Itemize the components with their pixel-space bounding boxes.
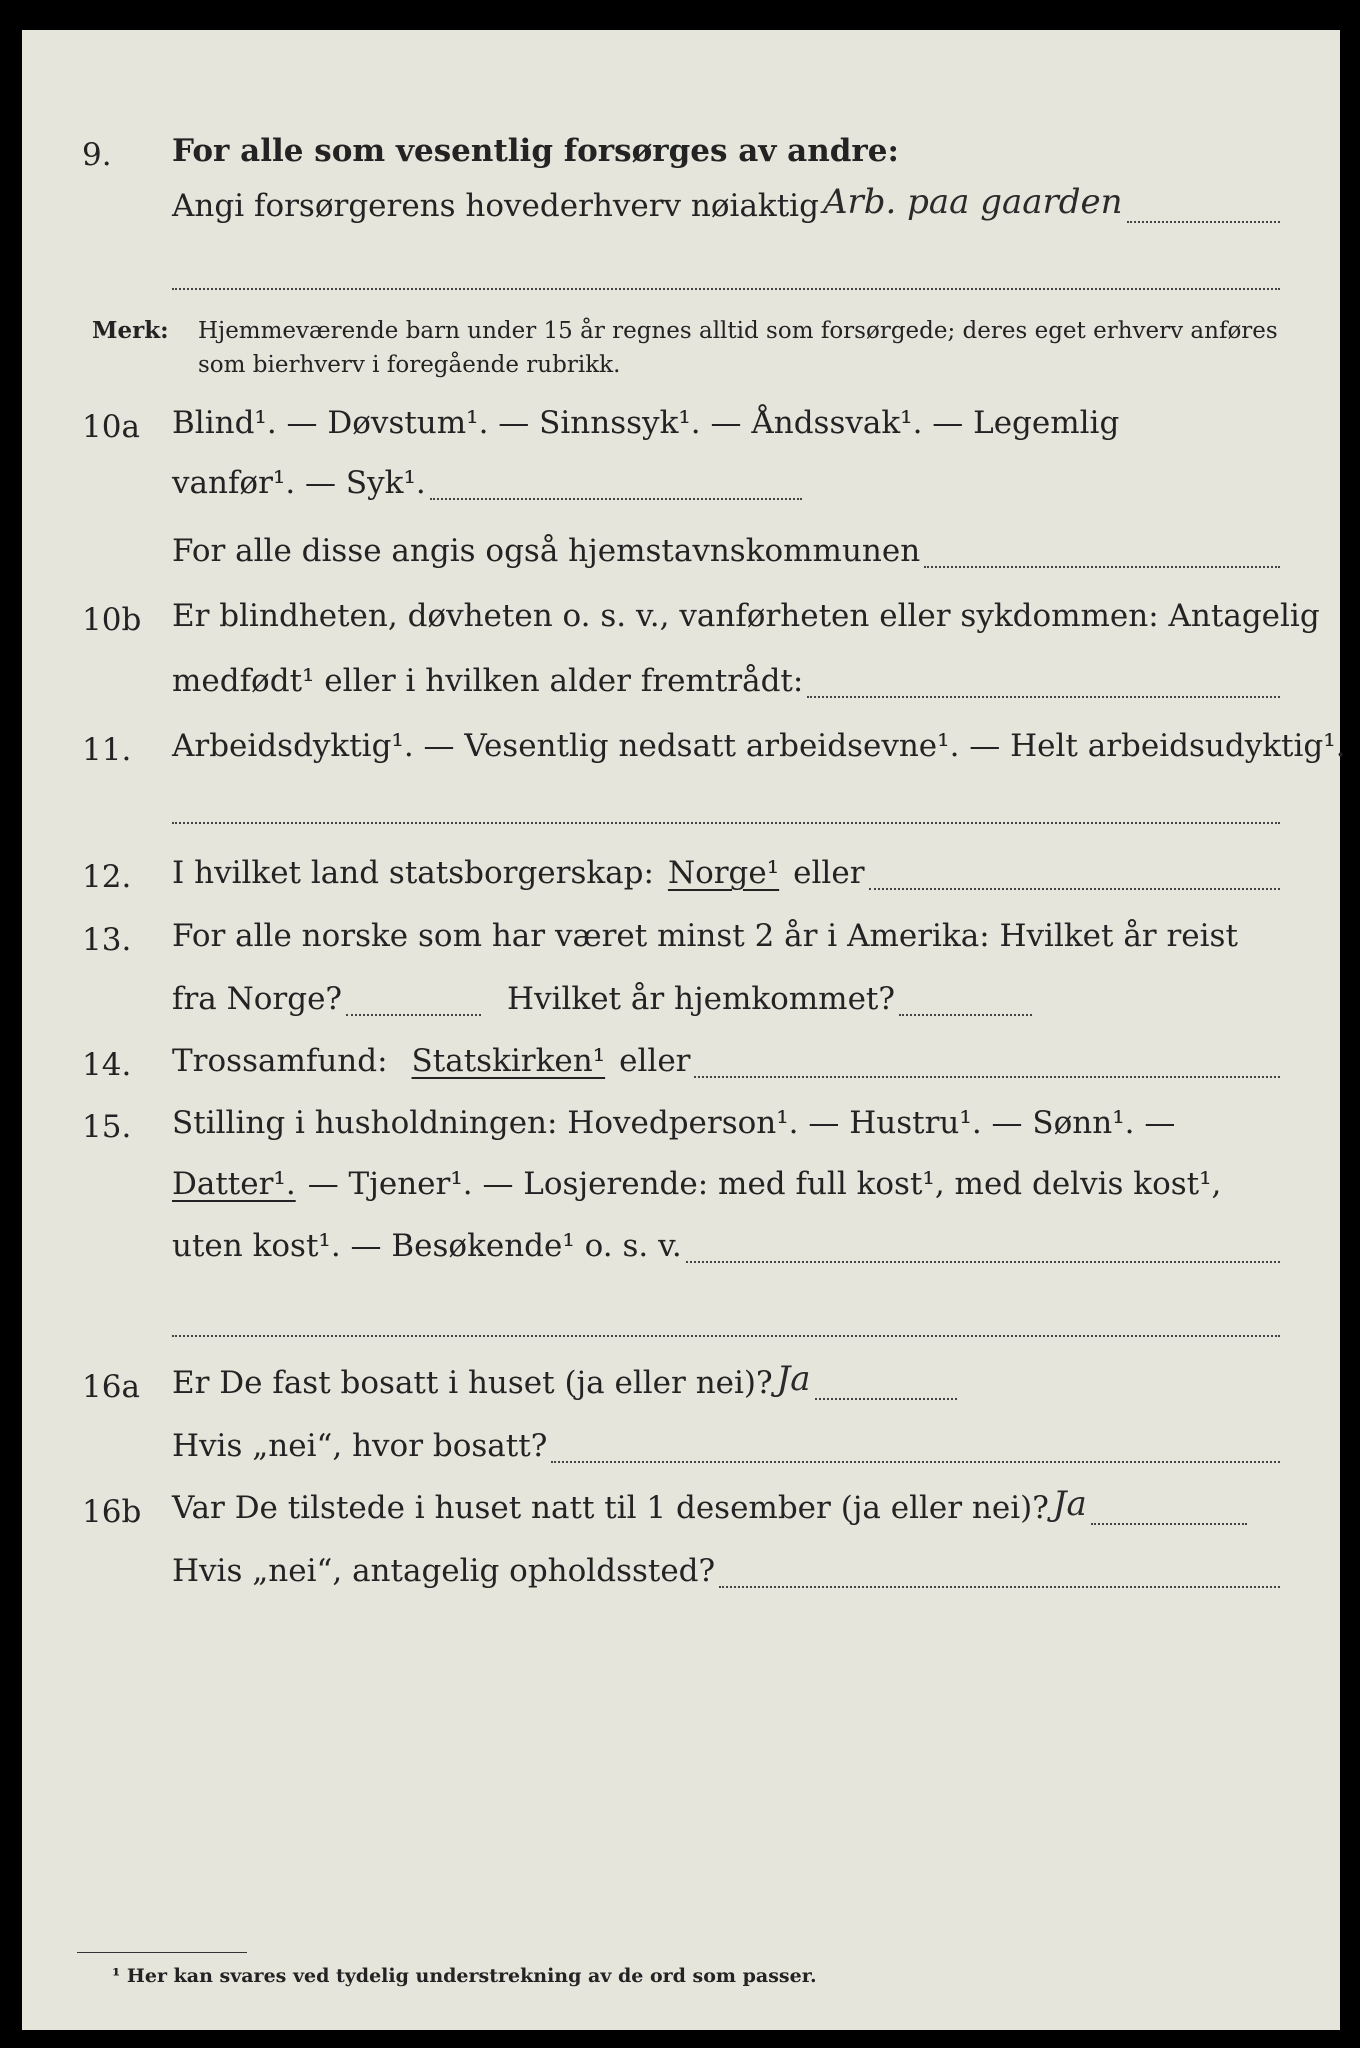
- q16a-row-1: [22, 1359, 1340, 1412]
- q13-left-year-line: [346, 1014, 481, 1016]
- q10a-line-3: [172, 530, 1280, 580]
- q14-text-suffix: eller: [619, 1043, 691, 1079]
- q9-number: 9.: [82, 137, 112, 173]
- q15-answer-line: [686, 1261, 1280, 1263]
- q10b-line-2: [172, 660, 1280, 710]
- q9-line-1: [172, 130, 1280, 180]
- q15-text-1: Stilling i husholdningen: Hovedperson¹. — Hustru¹. — Sønn¹. —: [172, 1105, 1176, 1141]
- q16b-text-1: Var De tilstede i huset natt til 1 desember (ja eller nei)?: [172, 1490, 1049, 1526]
- q15-text-2: — Tjener¹. — Losjerende: med full kost¹, med delvis kost¹,: [307, 1166, 1222, 1202]
- q16b-text-2: Hvis „nei“, antagelig opholdssted?: [172, 1553, 716, 1589]
- q16b-line-1: [172, 1484, 1247, 1537]
- q15-row-3: [22, 1225, 1340, 1275]
- q9-text-2: Angi forsørgerens hovederhverv nøiaktig: [172, 188, 819, 224]
- q16b-location-line: [719, 1586, 1280, 1588]
- q16a-handwritten-answer: Ja: [776, 1359, 811, 1399]
- q10a-number: 10a: [82, 409, 140, 445]
- q10a-text-3: For alle disse angis også hjemstavnskommunen: [172, 533, 921, 569]
- q12-line-1: [172, 852, 1280, 902]
- q12-row-1: [22, 852, 1340, 902]
- q10a-row-1: [22, 402, 1340, 452]
- q14-statskirken-underlined: Statskirken¹: [411, 1043, 606, 1079]
- q13-row-1: [22, 915, 1340, 965]
- q16a-text-2: Hvis „nei“, hvor bosatt?: [172, 1428, 548, 1464]
- q10b-row-1: [22, 595, 1340, 645]
- q10a-hometown-line: [924, 566, 1280, 568]
- q10a-line-2: [172, 462, 802, 512]
- merk-note: [92, 314, 1280, 394]
- q10a-text-2: vanfør¹. — Syk¹.: [172, 465, 426, 501]
- q15-text-3: uten kost¹. — Besøkende¹ o. s. v.: [172, 1228, 682, 1264]
- q16b-answer-line: [1091, 1523, 1247, 1525]
- q16b-line-2: [172, 1550, 1280, 1600]
- q14-answer-line: [694, 1076, 1280, 1078]
- q12-text-suffix: eller: [793, 855, 865, 891]
- q11-extra-line: [172, 822, 1280, 824]
- q10a-line-1: [172, 402, 1280, 452]
- q16a-text-1: Er De fast bosatt i huset (ja eller nei)?: [172, 1365, 773, 1401]
- q16b-handwritten-answer: Ja: [1052, 1484, 1087, 1524]
- q16b-number: 16b: [82, 1494, 142, 1530]
- q13-line-2: [172, 978, 1032, 1028]
- q10a-row-3: [22, 530, 1340, 580]
- q15-line-1: [172, 1102, 1280, 1152]
- q10b-line-1: [172, 595, 1320, 645]
- q16a-row-2: [22, 1425, 1340, 1475]
- merk-text: Hjemmeværende barn under 15 år regnes alltid som forsørgede; deres eget erhverv anføres som bierhverv i foregående rubrikk.: [198, 318, 1278, 378]
- q13-text-2b: Hvilket år hjemkommet?: [507, 981, 896, 1017]
- q10a-text-1: Blind¹. — Døvstum¹. — Sinnssyk¹. — Åndssvak¹. — Legemlig: [172, 405, 1120, 441]
- q12-text-prefix: I hvilket land statsborgerskap:: [172, 855, 654, 891]
- q15-line-2: [172, 1163, 1280, 1213]
- q10b-text-2: medfødt¹ eller i hvilken alder fremtrådt:: [172, 663, 804, 699]
- q12-answer-line: [869, 888, 1280, 890]
- q11-line-1: [172, 725, 1346, 775]
- q15-row-1: [22, 1102, 1340, 1152]
- q14-number: 14.: [82, 1047, 132, 1083]
- q10b-number: 10b: [82, 602, 142, 638]
- q9-row-1: [22, 130, 1340, 180]
- footnote: ¹ Her kan svares ved tydelig understrekning av de ord som passer.: [112, 1965, 817, 1987]
- q10b-text-1: Er blindheten, døvheten o. s. v., vanførheten eller sykdommen: Antagelig: [172, 598, 1320, 634]
- q11-row-1: [22, 725, 1346, 775]
- q13-return-year-line: [899, 1014, 1032, 1016]
- q15-number: 15.: [82, 1109, 132, 1145]
- q10b-row-2: [22, 660, 1340, 710]
- q15-datter-underlined: Datter¹.: [172, 1166, 296, 1202]
- merk-label: Merk:: [92, 317, 169, 344]
- q13-line-1: [172, 915, 1280, 965]
- q15-line-3: [172, 1225, 1280, 1275]
- q16a-line-2: [172, 1425, 1280, 1475]
- q16a-number: 16a: [82, 1369, 140, 1405]
- q14-row-1: [22, 1040, 1340, 1090]
- q9-extra-line: [172, 288, 1280, 290]
- q14-text-prefix: Trossamfund:: [172, 1043, 388, 1079]
- q15-row-2: [22, 1163, 1340, 1213]
- q16a-answer-line: [815, 1398, 957, 1400]
- q16b-row-1: [22, 1484, 1340, 1537]
- q13-number: 13.: [82, 922, 132, 958]
- q10b-answer-line: [807, 696, 1280, 698]
- q11-number: 11.: [82, 732, 132, 768]
- q16a-line-1: [172, 1359, 957, 1412]
- q10a-answer-line: [430, 498, 802, 500]
- q16b-row-2: [22, 1550, 1340, 1600]
- q12-number: 12.: [82, 859, 132, 895]
- q9-handwritten-answer: Arb. paa gaarden: [822, 182, 1123, 222]
- census-form-page: [22, 30, 1346, 2030]
- q11-text-1: Arbeidsdyktig¹. — Vesentlig nedsatt arbeidsevne¹. — Helt arbeidsudyktig¹.: [172, 728, 1346, 764]
- q10a-row-2: [22, 462, 1340, 512]
- q16a-residence-line: [551, 1461, 1280, 1463]
- q12-norge-underlined: Norge¹: [667, 855, 780, 891]
- q14-line-1: [172, 1040, 1280, 1090]
- q9-text-1: For alle som vesentlig forsørges av andre:: [172, 133, 899, 169]
- q15-extra-line: [172, 1335, 1280, 1337]
- footnote-rule: [77, 1952, 247, 1953]
- q9-row-2: [22, 182, 1340, 235]
- q9-line-2: [172, 182, 1280, 235]
- q13-text-1: For alle norske som har været minst 2 år i Amerika: Hvilket år reist: [172, 918, 1238, 954]
- q9-answer-line: [1127, 221, 1280, 223]
- q13-text-2a: fra Norge?: [172, 981, 343, 1017]
- q13-row-2: [22, 978, 1340, 1028]
